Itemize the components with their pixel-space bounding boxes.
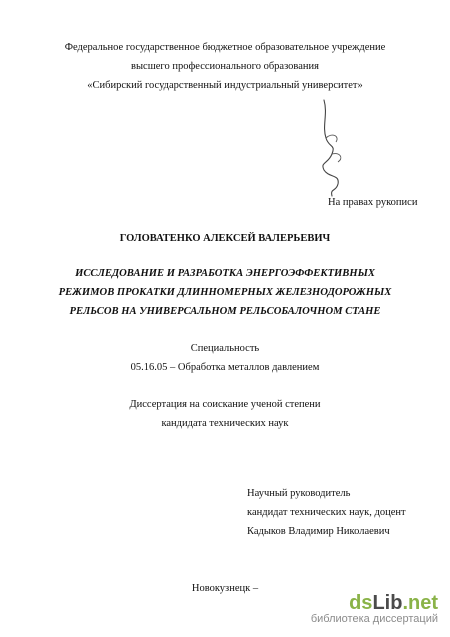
- city: Новокузнецк –: [191, 583, 259, 594]
- dslib-watermark[interactable]: [311, 593, 438, 625]
- rights-note: На правах рукописи: [328, 197, 418, 208]
- degree-line-2: кандидата технических наук: [161, 418, 289, 429]
- specialty-label: Специальность: [190, 343, 260, 354]
- logo-lib: Lib: [372, 592, 403, 614]
- specialty-value: 05.16.05 – Обработка металлов давлением: [130, 362, 320, 373]
- author-name: ГОЛОВАТЕНКО АЛЕКСЕЙ ВАЛЕРЬЕВИЧ: [119, 233, 331, 244]
- institution-line-2: высшего профессионального образования: [131, 61, 319, 72]
- handwritten-signature: [310, 92, 360, 202]
- title-line-1: ИССЛЕДОВАНИЕ И РАЗРАБОТКА ЭНЕРГОЭФФЕКТИВНЫХ: [75, 268, 375, 279]
- degree-line-1: Диссертация на соискание ученой степени: [129, 399, 321, 410]
- supervisor-label: Научный руководитель: [247, 488, 351, 499]
- logo-net: .net: [402, 592, 438, 614]
- logo-ds: ds: [349, 592, 373, 614]
- institution-line-3: «Сибирский государственный индустриальный университет»: [87, 80, 363, 91]
- supervisor-name: Кадыков Владимир Николаевич: [247, 526, 390, 537]
- dslib-logo: [311, 593, 438, 613]
- title-line-2: РЕЖИМОВ ПРОКАТКИ ДЛИННОМЕРНЫХ ЖЕЛЕЗНОДОРОЖНЫХ: [58, 287, 392, 298]
- supervisor-degree: кандидат технических наук, доцент: [247, 507, 406, 518]
- title-line-3: РЕЛЬСОВ НА УНИВЕРСАЛЬНОМ РЕЛЬСОБАЛОЧНОМ СТАНЕ: [69, 306, 381, 317]
- institution-line-1: Федеральное государственное бюджетное образовательное учреждение: [64, 42, 386, 53]
- watermark-subtitle: библиотека диссертаций: [310, 613, 438, 625]
